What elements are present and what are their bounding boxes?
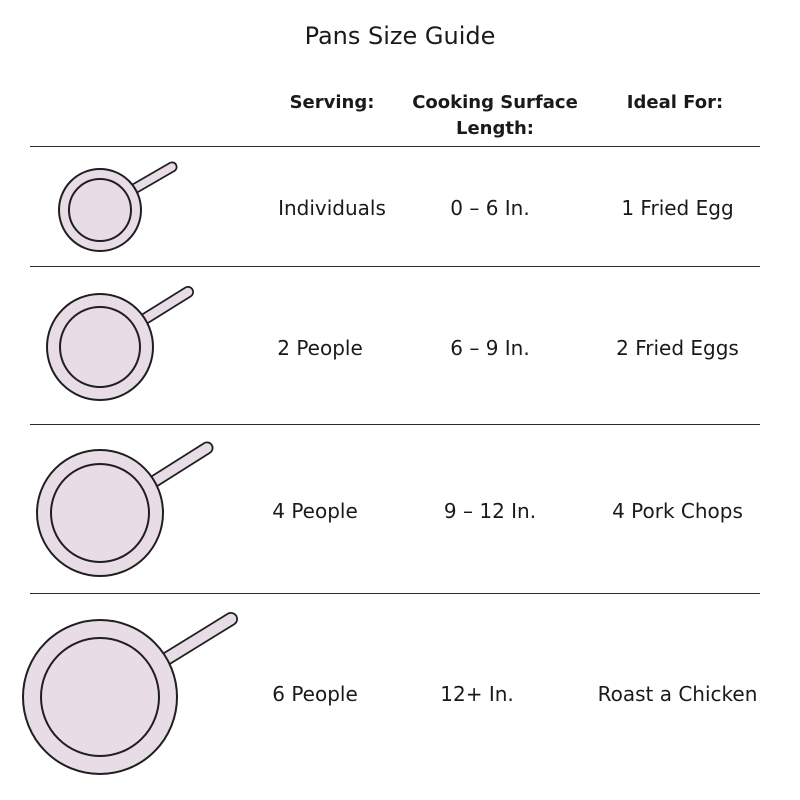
divider: [30, 266, 760, 267]
divider: [30, 146, 760, 147]
surface-cell: 12+ In.: [440, 682, 514, 706]
pan-icon: [0, 268, 260, 423]
page-title: Pans Size Guide: [304, 22, 496, 50]
pan-icon: [0, 150, 260, 265]
header-serving: Serving:: [289, 92, 375, 113]
ideal-cell: 4 Pork Chops: [612, 499, 743, 523]
pan-icon: [0, 596, 260, 800]
surface-cell: 6 – 9 In.: [450, 336, 530, 360]
divider: [30, 593, 760, 594]
ideal-cell: 1 Fried Egg: [621, 196, 734, 220]
header-cooking-surface: Cooking Surface Length:: [412, 92, 578, 139]
serving-cell: 6 People: [272, 682, 358, 706]
surface-cell: 0 – 6 In.: [450, 196, 530, 220]
ideal-cell: Roast a Chicken: [597, 682, 758, 706]
surface-cell: 9 – 12 In.: [443, 499, 537, 523]
pan-icon: [0, 426, 260, 592]
serving-cell: Individuals: [278, 196, 386, 220]
header-ideal-for: Ideal For:: [626, 92, 724, 113]
serving-cell: 4 People: [272, 499, 358, 523]
serving-cell: 2 People: [277, 336, 363, 360]
ideal-cell: 2 Fried Eggs: [616, 336, 739, 360]
divider: [30, 424, 760, 425]
